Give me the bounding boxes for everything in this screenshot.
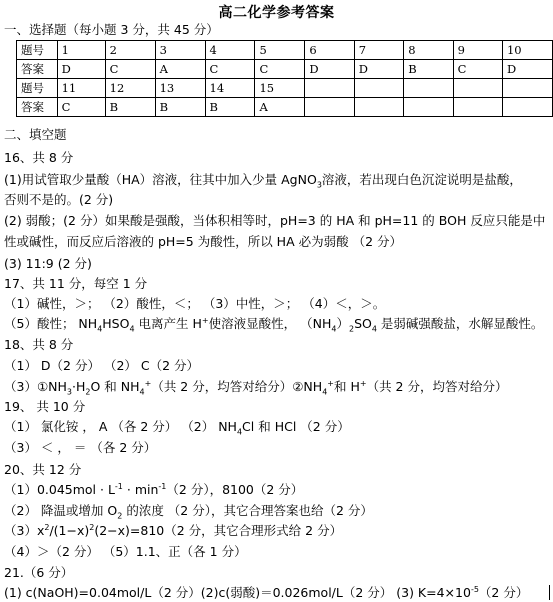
q17-line-1: （1）碱性，＞； （2）酸性，＜； （3）中性，＞； （4）＜，＞。 — [4, 296, 386, 311]
table-cell: 15 — [255, 79, 305, 98]
table-cell — [453, 98, 502, 117]
table-cell: 9 — [453, 41, 502, 60]
q17-heading: 17、共 11 分，每空 1 分 — [4, 276, 148, 291]
q18-line-2: $(3)①NH_3\cdot H_2O$ 和 $NH_4^+$（共 2 分，均答对给分）$②NH_4^+$和 H+（共 2 分，均答对给分） — [4, 378, 508, 397]
q19-line-2: （3） ＜ ， ＝ （各 2 分） — [4, 440, 157, 455]
page-title: 高二化学参考答案 — [218, 5, 335, 21]
table-cell — [502, 79, 552, 98]
table-cell: 2 — [105, 41, 155, 60]
table-row-numbers-2 — [17, 79, 553, 98]
q16-line-4: 性或碱性，而反应后溶液的 pH=5 为酸性，所以 HA 必为弱酸 （2 分） — [4, 234, 403, 249]
table-cell: C — [57, 98, 105, 117]
table-row-answers-1 — [17, 60, 553, 79]
table-cell: 10 — [502, 41, 552, 60]
table-cell: C — [453, 60, 502, 79]
table-cell: 3 — [155, 41, 205, 60]
q21-heading: 21.（6 分） — [4, 565, 74, 580]
table-row-answers-2 — [17, 98, 553, 117]
table-cell: D — [354, 60, 403, 79]
table-cell: B — [404, 60, 453, 79]
table-cell: 13 — [155, 79, 205, 98]
q17-line-2: （5）酸性； $NH_4HSO_4$ 电离产生 H+使溶液显酸性， $(NH_4)_2SO_4$ 是弱碱强酸盐，水解显酸性。 — [4, 315, 544, 334]
q20-line-3: $(3)x^2/(1-x)^2(2-x)=810(2$ 分，其它合理形式给 2 分） — [4, 522, 343, 538]
table-cell — [305, 79, 354, 98]
table-cell: D — [502, 60, 552, 79]
table-cell: 14 — [205, 79, 255, 98]
table-cell: 11 — [57, 79, 105, 98]
table-cell: C — [105, 60, 155, 79]
q16-line-3: (2) 弱酸；(2 分）如果酸是强酸，当体积相等时，pH=3 的 HA 和 pH=11 的 BOH 反应只能是中 — [4, 213, 546, 228]
table-cell: C — [205, 60, 255, 79]
q20-line-4: （4）＞（2 分） （5）1.1、正（各 1 分） — [4, 544, 247, 559]
table-cell — [404, 98, 453, 117]
table-cell — [404, 79, 453, 98]
table-row-label: 题号 — [17, 41, 58, 60]
section1-heading: 一、选择题（每小题 3 分，共 45 分） — [4, 22, 219, 37]
table-cell: B — [155, 98, 205, 117]
q21-line-1: (1) c(NaOH)=0.04mol/L（2 分）(2)c(弱酸)＝0.026mol/L（2 分） (3) $K=4\times 10^{-5}(2$ 分） — [4, 584, 529, 600]
text-cursor — [549, 585, 550, 600]
table-cell: 4 — [205, 41, 255, 60]
table-row-label: 答案 — [17, 98, 58, 117]
q20-heading: 20、共 12 分 — [4, 462, 82, 477]
q16-line-1: (1)用试管取少量酸（HA）溶液，往其中加入少量 AgNO$_3$溶液，若出现白色沉淀说明是盐酸， — [4, 172, 522, 190]
q20-line-1: $(1)0.045mol \cdot L^{-1} \cdot \min^{-1}(2$ 分），8100（2 分） — [4, 481, 304, 497]
table-cell: 8 — [404, 41, 453, 60]
table-cell: B — [105, 98, 155, 117]
table-cell: 7 — [354, 41, 403, 60]
table-cell: 5 — [255, 41, 305, 60]
section2-heading: 二、填空题 — [4, 127, 67, 142]
q20-line-2: （2） 降温或增加 $O_2$ 的浓度 （2 分），其它合理答案也给（2 分） — [4, 503, 373, 521]
table-cell: 12 — [105, 79, 155, 98]
q16-line-5: (3) 11:9 (2 分) — [4, 256, 92, 271]
table-cell: B — [205, 98, 255, 117]
q18-heading: 18、共 8 分 — [4, 337, 74, 352]
table-cell: 6 — [305, 41, 354, 60]
table-cell — [502, 98, 552, 117]
table-cell: A — [255, 98, 305, 117]
q18-line-1: （1） D（2 分） （2） C（2 分） — [4, 358, 200, 373]
table-cell — [305, 98, 354, 117]
table-cell: C — [255, 60, 305, 79]
table-cell — [453, 79, 502, 98]
table-row-label: 题号 — [17, 79, 58, 98]
q16-heading: 16、共 8 分 — [4, 150, 74, 165]
q19-heading: 19、 共 10 分 — [4, 399, 86, 414]
table-cell: A — [155, 60, 205, 79]
table-row-label: 答案 — [17, 60, 58, 79]
table-row-numbers-1 — [17, 41, 553, 60]
answer-table — [16, 40, 553, 117]
table-cell: D — [57, 60, 105, 79]
table-cell: D — [305, 60, 354, 79]
table-cell — [354, 98, 403, 117]
table-cell — [354, 79, 403, 98]
q16-line-2: 否则不是的。(2 分) — [4, 192, 114, 207]
table-cell: 1 — [57, 41, 105, 60]
q19-line-1: （1） 氯化铵 ， A （各 2 分） （2） $NH_4Cl$ 和 HCl （2 分） — [4, 419, 350, 437]
